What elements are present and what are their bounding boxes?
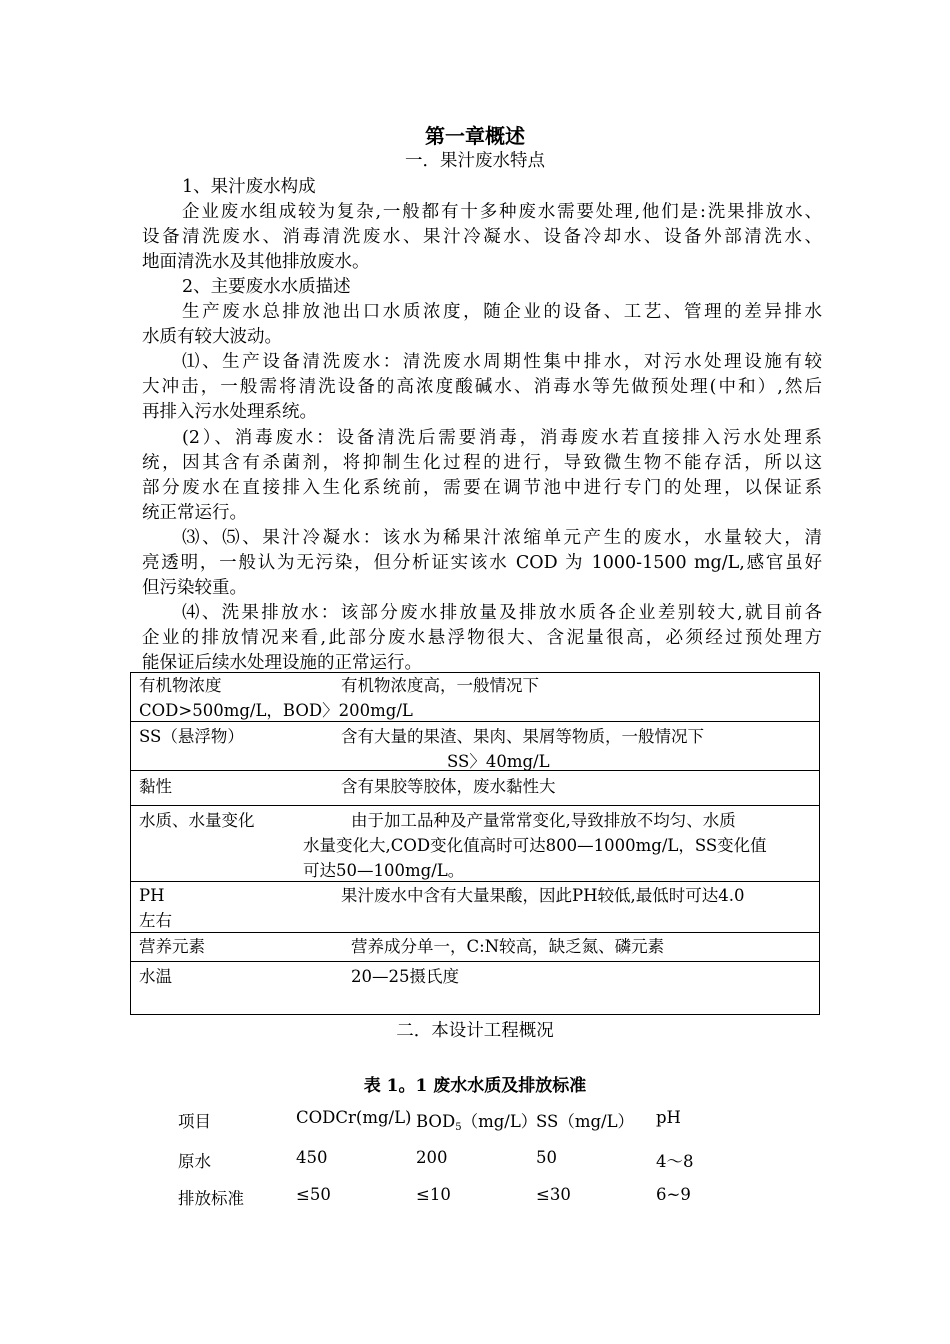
property-desc: 可达50—100mg/L。 xyxy=(303,861,465,880)
table-cell: 6~9 xyxy=(656,1185,691,1204)
table-row xyxy=(131,806,820,882)
property-desc: 营养成分单一，C:N较高，缺乏氮、磷元素 xyxy=(351,937,665,956)
paragraph-line: (2）、消毒废水：设备清洗后需要消毒，消毒废水若直接排入污水处理系 xyxy=(182,428,822,448)
table-row xyxy=(131,882,820,933)
table-row xyxy=(131,673,820,722)
table-cell xyxy=(131,933,820,962)
table-cell xyxy=(131,806,820,882)
paragraph-line: 企业废水组成较为复杂,一般都有十多种废水需要处理,他们是:洗果排放水、 xyxy=(182,202,822,222)
paragraph-line: 部分废水在直接排入生化系统前，需要在调节池中进行专门的处理，以保证系 xyxy=(142,478,822,498)
section1-title: 一．果汁废水特点 xyxy=(405,151,545,171)
paragraph-line: 统正常运行。 xyxy=(142,503,247,523)
table-cell: 4～8 xyxy=(656,1152,694,1171)
property-name: 有机物浓度 xyxy=(139,676,222,695)
property-name: SS（悬浮物） xyxy=(139,727,244,746)
table-cell: 50 xyxy=(536,1148,557,1167)
table-row xyxy=(131,933,820,962)
paragraph-line: ⑶、⑸、果汁冷凝水：该水为稀果汁浓缩单元产生的废水，水量较大，清 xyxy=(182,528,822,548)
paragraph-line: ⑷、洗果排放水：该部分废水排放量及排放水质各企业差别较大,就目前各 xyxy=(182,603,822,623)
property-desc: 左右 xyxy=(139,911,172,930)
table-row xyxy=(131,722,820,771)
paragraph-line: 统，因其含有杀菌剂，将抑制生化过程的进行，导致微生物不能存活，所以这 xyxy=(142,453,822,473)
header-item: 项目 xyxy=(178,1112,211,1131)
paragraph-line: 企业的排放情况来看,此部分废水悬浮物很大、含泥量很高，必须经过预处理方 xyxy=(142,628,822,648)
table-cell: ≤10 xyxy=(416,1185,451,1204)
sub2-title: 2、主要废水水质描述 xyxy=(182,277,351,297)
paragraph-line: 但污染较重。 xyxy=(142,578,247,598)
paragraph-line: 能保证后续水处理设施的正常运行。 xyxy=(142,653,422,673)
property-desc: 20—25摄氏度 xyxy=(351,967,459,986)
property-desc: 由于加工品种及产量常常变化,导致排放不均匀、水质 xyxy=(351,811,736,830)
table-title: 表 1。1 废水水质及排放标准 xyxy=(363,1076,587,1096)
property-desc: 果汁废水中含有大量果酸，因此PH较低,最低时可达4.0 xyxy=(341,886,745,905)
paragraph-line: 地面清洗水及其他排放废水。 xyxy=(142,252,370,272)
property-desc: 含有果胶等胶体，废水黏性大 xyxy=(341,777,556,796)
row-label: 原水 xyxy=(178,1152,211,1171)
paragraph-line: ⑴、生产设备清洗废水：清洗废水周期性集中排水，对污水处理设施有较 xyxy=(182,352,822,372)
table-cell: 450 xyxy=(296,1148,328,1167)
table-cell xyxy=(131,771,820,806)
table-cell: ≤50 xyxy=(296,1185,331,1204)
property-name: 水质、水量变化 xyxy=(139,811,255,830)
table-cell xyxy=(131,962,820,1015)
table-cell: ≤30 xyxy=(536,1185,571,1204)
paragraph-line: 大冲击，一般需将清洗设备的高浓度酸碱水、消毒水等先做预处理(中和）,然后 xyxy=(142,377,822,397)
table-cell xyxy=(131,673,820,722)
header-bod: $BOD_5(mg/L)$ xyxy=(416,1112,538,1133)
property-desc: COD>500mg/L，BOD〉200mg/L xyxy=(139,701,413,720)
paragraph-line: 生产废水总排放池出口水质浓度，随企业的设备、工艺、管理的差异排水 xyxy=(182,302,822,322)
header-cod: CODCr(mg/L) xyxy=(296,1108,412,1127)
property-desc: 含有大量的果渣、果肉、果屑等物质，一般情况下 xyxy=(341,727,704,746)
wastewater-properties-table xyxy=(130,672,820,1015)
property-desc: SS〉40mg/L xyxy=(447,752,550,771)
table-row xyxy=(131,771,820,806)
table-cell xyxy=(131,722,820,771)
paragraph-line: 水质有较大波动。 xyxy=(142,327,282,347)
property-desc: 有机物浓度高，一般情况下 xyxy=(341,676,539,695)
header-ph: pH xyxy=(656,1108,681,1127)
table-row xyxy=(131,962,820,1015)
header-ss: SS（mg/L） xyxy=(536,1112,635,1131)
table-cell: 200 xyxy=(416,1148,448,1167)
property-desc: 水量变化大,COD变化值高时可达800—1000mg/L，SS变化值 xyxy=(303,836,767,855)
table-cell xyxy=(131,882,820,933)
paragraph-line: 设备清洗废水、消毒清洗废水、果汁冷凝水、设备冷却水、设备外部清洗水、 xyxy=(142,227,822,247)
property-name: PH xyxy=(139,886,165,905)
property-name: 黏性 xyxy=(139,777,172,796)
paragraph-line: 再排入污水处理系统。 xyxy=(142,402,317,422)
property-name: 水温 xyxy=(139,967,172,986)
paragraph-line: 亮透明，一般认为无污染，但分析证实该水 COD 为 1000-1500 mg/L,感官虽好 xyxy=(142,553,822,573)
sub1-title: 1、果汁废水构成 xyxy=(182,177,316,197)
property-name: 营养元素 xyxy=(139,937,205,956)
chapter-title: 第一章概述 xyxy=(425,124,525,148)
section2-title: 二．本设计工程概况 xyxy=(396,1021,554,1041)
row-label: 排放标准 xyxy=(178,1189,244,1208)
